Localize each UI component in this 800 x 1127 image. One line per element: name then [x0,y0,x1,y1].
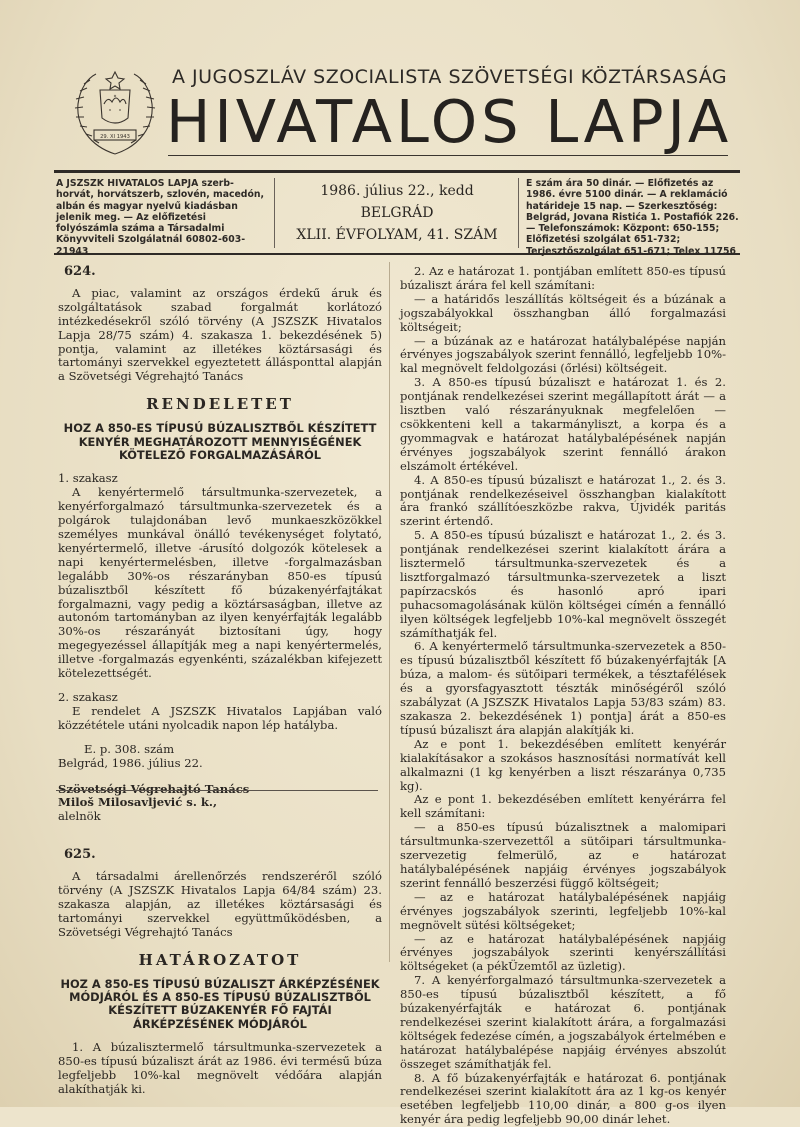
signer-role: alelnök [58,809,101,824]
paragraph: 8. A fő búzakenyérfajták e határozat 6. pontjának rendelkezései szerint kialakított ára az 1 kg-os kenyér esetében legfeljebb 110,00 dinár, a 800 g-os ilyen kenyér ára pedig legfeljebb 90,00 dinár lehet. [400,1070,726,1127]
paragraph: 7. A kenyérforgalmazó társultmunka-szervezetek a 850-es típusú búzalisztből készített, a fő búzakenyérfajták e határozat 6. pontjának rendelkezései szerint kialakított árára, a forgalmazási költségek fedezése címén, a jogszabályok értelmében e határozat hatálybalépése napjáig érvényes abszolút összeget számíthatják fel. [400,973,726,1071]
document-type: HATÁROZATOT [138,950,302,969]
issue-info [282,180,512,246]
crest-date-label: 29. XI 1943 [100,134,130,140]
section-label: 1. szakasz [58,471,118,486]
header-bottom-rule [54,253,740,255]
document-title: HOZ A 850-ES TÍPUSÚ BÚZALISZTBŐL KÉSZÍTETT KENYÉR MEGHATÁROZOTT MENNYISÉGÉNEK KÖTELEZŐ FORGALMAZÁSÁRÓL [63,421,377,462]
title-rule [168,155,728,156]
issue-date: 1986. július 22., kedd [320,183,474,199]
paragraph: Az e pont 1. bekezdésében említett kenyérár kialakításakor a szokásos hasznosítási normatívát kell alkalmazni (1 kg kenyérben a liszt részaránya 0,735 kg). [400,736,726,793]
document-separator [56,790,378,791]
document-number: 625. [64,847,96,863]
subscription-info: E szám ára 50 dinár. — Előfizetés az 1986. évre 5100 dinár. — A reklamáció határideje 15 nap. — Szerkesztőség: Belgrád, Jovana Ristića 1. Postafiók 226. — Telefonszámok: Központ: 650-155; Előfizetési szolgálat 651-732; Terjesztőszolgálat 651-671; Telex 11756 [526,178,739,257]
republic-name: A JUGOSZLÁV SZOCIALISTA SZÖVETSÉGI KÖZTÁRSASÁG [172,66,728,88]
place-date: Belgrád, 1986. július 22. [58,755,203,770]
section-text: E rendelet A JSZSZK Hivatalos Lapjában való közzététele utáni nyolcadik napon lép hatályba. [58,703,382,732]
masthead-rule [54,170,740,173]
section-label: 2. szakasz [58,689,118,704]
point-text: 1. A búzalisztermelő társultmunka-szervezetek a 850-es típusú búzaliszt árát az 1986. évi termésű búza legfeljebb 10%-kal megnövelt védőára alapján alakíthatják ki. [58,1040,382,1096]
state-emblem-icon [70,66,160,158]
left-column [58,265,382,1097]
document-number: 624. [64,264,96,279]
issue-volume: XLII. ÉVFOLYAM, 41. SZÁM [296,227,498,243]
paragraph: 2. Az e határozat 1. pontjában említett 850-es típusú búzaliszt árára fel kell számítani: [400,264,726,292]
paragraph: — a határidős leszállítás költségeit és a búzának a jogszabályokkal összhangban álló forgalmazási költségeit; [400,291,726,334]
header-divider-left [274,178,275,248]
header-divider-right [518,178,519,248]
registration-number: E. p. 308. szám [84,741,175,756]
paragraph: 3. A 850-es típusú búzaliszt e határozat 1. és 2. pontjának rendelkezései szerint megállapított árát — a lisztben való részarányuknak megfelelően — csökkenteni kell a takarmányliszt, a korpa és a gyommagvak e határozat hatálybalépésének napján érvényes jogszabályok szerint fennálló árakon elszámolt értékével. [400,375,726,473]
paragraph: 6. A kenyértermelő társultmunka-szervezetek a 850-es típusú búzalisztből készített fő búzakenyérfajták [A búza, a malom- és sütőipari termékek, a tésztafélések és a gyorsfagyasztott tészták minőségéről szóló szabályzat (A JSZSZK Hivatalos Lapja 53/83 szám) 83. szakasza 2. bekezdésének 1) pontja] árát a 850-es típusú búzaliszt ára alapján alakítják ki. [400,639,726,737]
preamble: A társadalmi árellenőrzés rendszeréről szóló törvény (A JSZSZK Hivatalos Lapja 64/84 szám) 23. szakasza alapján, az illetékes köztársasági és tartományi szervekkel együttműködésben, a Szövetségi Végrehajtó Tanács [58,869,382,939]
preamble: A piac, valamint az országos érdekű áruk és szolgáltatások szabad forgalmát korlátozó intézkedésekről szóló törvény (A JSZSZK Hivatalos Lapja 28/75 szám) 4. szakasza 1. bekezdésének 5) pontja, valamint az illetékes köztársasági és tartományi szervekkel egyeztetett állásponttal alapján a Szövetségi Végrehajtó Tanács [58,285,382,384]
paragraph: Az e pont 1. bekezdésében említett kenyérárra fel kell számítani: [400,792,726,821]
paragraph: — az e határozat hatálybalépésének napjáig érvényes jogszabályok szerinti kenyérszállítási költségeket (a pékÜzemtől az üzletig). [400,931,726,974]
gazette-title: HIVATALOS LAPJA [166,87,733,156]
paragraph: — a búzának az e határozat hatálybalépése napján érvényes jogszabályok szerint fennálló, legfeljebb 10%-kal megnövelt feldolgozási (őrlési) költségeit. [400,333,726,376]
publication-info: A JSZSZK HIVATALOS LAPJA szerb-horvát, horvátszerb, szlovén, macedón, albán és magyar nyelvű kiadásban jelenik meg. — Az előfizetési folyószámla száma a Társadalmi Könyvviteli Szolgálatnál 60802-603-21943 [56,178,265,257]
signing-body: Szövetségi Végrehajtó Tanács [58,781,250,796]
section-text: A kenyértermelő társultmunka-szervezetek, a kenyérforgalmazó társultmunka-szervezetek és a polgárok tulajdonában levő munkaeszközökkel személyes munkával önálló tevékenységet folytató, kenyértermelő, illetve -árusító dolgozók kötelesek a napi kenyértermelésben, illetve -forgalmazásban legalább 30%-os részarányban 850-es típusú búzalisztből készített fő búzakenyérfajtákat forgalmazni, vagy pedig a köztársaságban, illetve az autonóm tartományban az ilyen kenyérfajták legalább 30%-os részarányát biztosítani úgy, hogy megegyezéssel állapítják meg a napi kenyértermelés, illetve -forgalmazás egyenkénti, százalékban kifejezett kötelezettségét. [58,485,382,681]
paragraph: 4. A 850-es típusú búzaliszt e határozat 1., 2. és 3. pontjának rendelkezéseivel összhangban kialakított ára frankó szállítóeszközbe rakva, Újvidék paritás szerint értendő. [400,472,726,529]
column-divider [389,262,390,962]
paragraph: 5. A 850-es típusú búzaliszt e határozat 1., 2. és 3. pontjának rendelkezései szerint kialakított árára a lisztermelő társultmunka-szervezetek és a lisztforgalmazó társultmunka-szervezetek a liszt papírzacskós és hasonló apró ipari puhacsomagolásának külön költségei címén a fennálló ilyen költségek legfeljebb 10%-kal megnövelt összegét számíthatják fel. [400,528,726,640]
document-title: HOZ A 850-ES TÍPUSÚ BÚZALISZT ÁRKÉPZÉSÉNEK MÓDJÁRÓL ÉS A 850-ES TÍPUSÚ BÚZALISZTBŐL KÉSZÍTETT BÚZAKENYÉR FŐ FAJTÁI ÁRKÉPZÉSÉNEK MÓDJÁRÓL [60,976,380,1031]
issue-city: BELGRÁD [360,205,434,221]
right-column [400,265,726,1127]
document-type: RENDELETET [146,395,294,414]
signer-name: Miloš Milosavljević s. k., [58,795,218,810]
paragraph: — az e határozat hatálybalépésének napjáig érvényes jogszabályok szerinti, legfeljebb 10%-kal megnövelt sütési költségeket; [400,889,726,932]
paragraph: — a 850-es típusú búzalisztnek a malomipari társultmunka-szervezettől a sütőipari társultmunka-szervezetig felmerülő, az e határozat hatálybalépésének napjáig érvényes jogszabályok szerint fennálló beszerzési függő költségeit; [400,820,726,890]
